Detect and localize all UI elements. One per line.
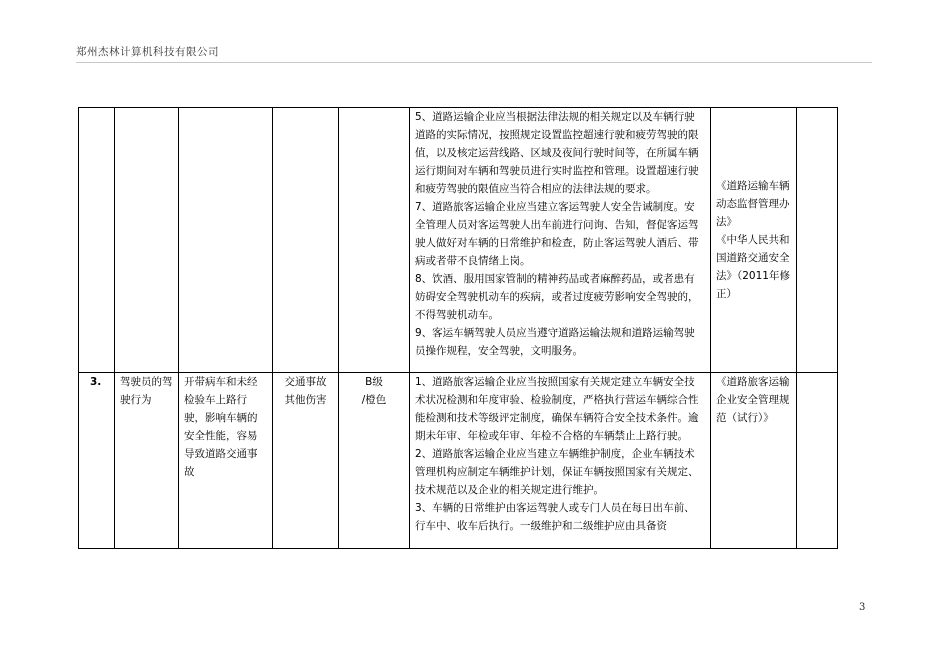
cell-no <box>79 108 115 373</box>
cell-level <box>339 373 410 549</box>
level-text: B级 /橙色 <box>361 376 387 406</box>
cell-extra <box>797 108 838 373</box>
cell-risk <box>179 373 273 549</box>
row-number: 3. <box>90 376 102 388</box>
cell-risk <box>179 108 273 373</box>
table-row <box>79 373 838 549</box>
page-number: 3 <box>859 602 866 613</box>
basis-text: 《道路旅客运输企业安全管理规范（试行）》 <box>716 376 790 424</box>
item-text: 驾驶员的驾驶行为 <box>120 376 173 406</box>
cell-accident <box>273 373 339 549</box>
cell-basis <box>711 373 797 549</box>
hazard-table <box>78 107 838 549</box>
cell-extra <box>797 373 838 549</box>
cell-no <box>79 373 115 549</box>
cell-item <box>115 108 179 373</box>
measures-text: 5、道路运输企业应当根据法律法规的相关规定以及车辆行驶道路的实际情况，按照规定设置监控超速行驶和疲劳驾驶的限值，以及核定运营线路、区域及夜间行驶时间等，在所属车辆运行期间对车辆和驾驶员进行实时监控和管理。设置超速行驶和疲劳驾驶的限值应当符合相应的法律法规的要求。 7、道路旅客运输企业应当建立客运驾驶人安全告诫制度。安全管理人员对客运驾驶人出车前进行问询、告知，督促客运驾驶人做好对车辆的日常维护和检查，防止客运驾驶人酒后、带病或者带不良情绪上岗。 8、饮酒、服用国家管制的精神药品或者麻醉药品，或者患有妨碍安全驾驶机动车的疾病，或者过度疲劳影响安全驾驶的，不得驾驶机动车。 9、客运车辆驾驶人员应当遵守道路运输法规和道路运输驾驶员操作规程，安全驾驶，文明服务。 <box>415 111 699 357</box>
header-divider <box>76 62 872 63</box>
basis-text: 《道路运输车辆动态监督管理办法》 《中华人民共和国道路交通安全法》（2011年修正） <box>716 180 790 300</box>
cell-measures <box>410 108 711 373</box>
table-row <box>79 108 838 373</box>
cell-level <box>339 108 410 373</box>
risk-text: 开带病车和未经检验车上路行驶，影响车辆的安全性能，容易导致道路交通事故 <box>184 376 258 478</box>
cell-item <box>115 373 179 549</box>
measures-text: 1、道路旅客运输企业应当按照国家有关规定建立车辆安全技术状况检测和年度审验、检验制度，严格执行营运车辆综合性能检测和技术等级评定制度，确保车辆符合安全技术条件。逾期未年审、年检或年审、年检不合格的车辆禁止上路行驶。 2、道路旅客运输企业应当建立车辆维护制度，企业车辆技术管理机构应制定车辆维护计划，保证车辆按照国家有关规定、技术规范以及企业的相关规定进行维护。 3、车辆的日常维护由客运驾驶人或专门人员在每日出车前、行车中、收车后执行。一级维护和二级维护应由具备资 <box>415 376 699 532</box>
cell-measures <box>410 373 711 549</box>
page-header-company: 郑州杰林计算机科技有限公司 <box>76 46 219 58</box>
cell-basis <box>711 108 797 373</box>
accident-text: 交通事故 其他伤害 <box>284 376 327 406</box>
cell-accident <box>273 108 339 373</box>
